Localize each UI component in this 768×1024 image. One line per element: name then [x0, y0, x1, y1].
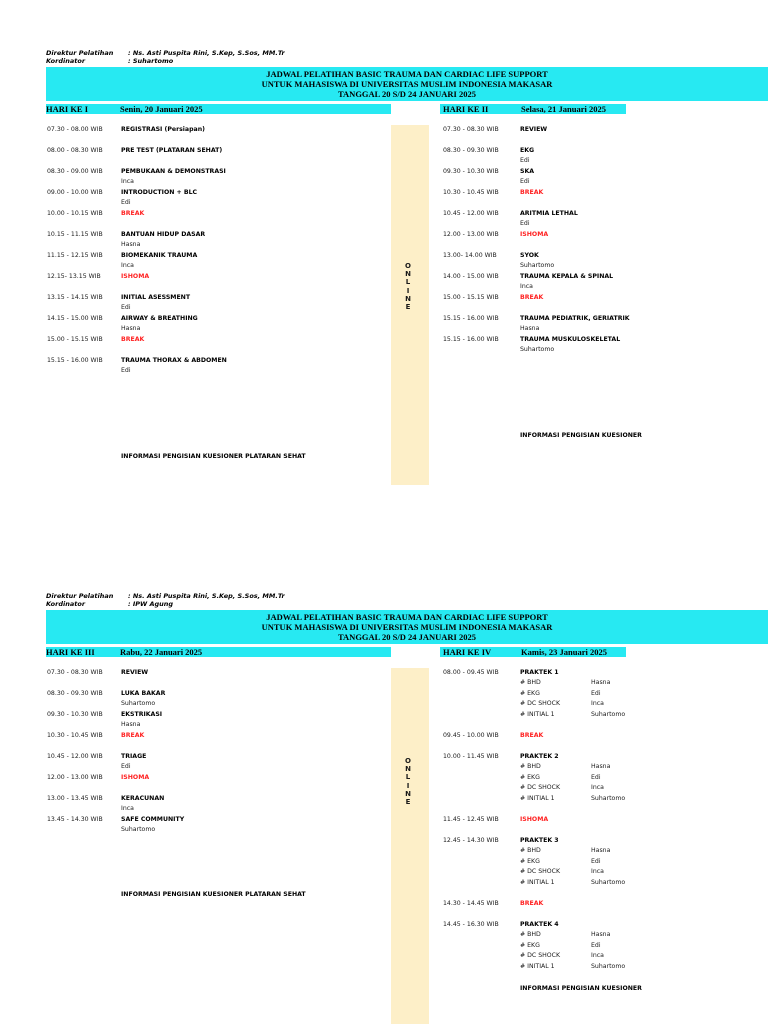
session-title: SKA	[520, 168, 535, 175]
practice-instructor: Suhartomo	[591, 794, 626, 802]
session-title: TRAUMA PEDIATRIK, GERIATRIK	[520, 315, 630, 322]
session-speaker: Inca	[121, 178, 134, 185]
session-title: SAFE COMMUNITY	[121, 816, 185, 823]
session-time: 15.15 - 16.00 WIB	[443, 315, 499, 322]
session-title: REGISTRASI (Persiapan)	[121, 126, 205, 133]
session-speaker: Suhartomo	[121, 826, 156, 833]
online-letter: O	[405, 262, 411, 270]
practice-instructor: Inca	[591, 952, 604, 960]
banner-line: UNTUK MAHASISWA DI UNIVERSITAS MUSLIM INDONESIA MAKASAR	[261, 622, 553, 632]
session-time: 10.45 - 12.00 WIB	[47, 753, 103, 760]
session-title: TRAUMA MUSKULOSKELETAL	[520, 336, 621, 343]
meta-label: Direktur Pelatihan	[46, 49, 114, 57]
meta-label: Kordinator	[46, 57, 86, 65]
meta-label: Kordinator	[46, 600, 86, 608]
practice-station: # DC SHOCK	[520, 784, 561, 792]
online-letter: E	[405, 798, 411, 806]
session-speaker: Edi	[121, 199, 131, 206]
session-speaker: Edi	[121, 367, 131, 374]
session-time: 12.15- 13.15 WIB	[47, 273, 101, 280]
session-speaker: Inca	[121, 805, 134, 812]
session-title: PRE TEST (PLATARAN SEHAT)	[121, 147, 223, 154]
online-letter: E	[405, 303, 411, 311]
session-title: BREAK	[121, 732, 145, 739]
practice-instructor: Hasna	[591, 847, 611, 855]
practice-instructor: Edi	[591, 689, 601, 697]
practice-station: # INITIAL 1	[520, 710, 555, 718]
practice-instructor: Suhartomo	[591, 962, 626, 970]
session-title: PRAKTEK 4	[520, 921, 559, 928]
info-kuesioner: INFORMASI PENGISIAN KUESIONER PLATARAN SEHAT	[121, 891, 306, 898]
session-time: 11.15 - 12.15 WIB	[47, 252, 103, 259]
session-speaker: Edi	[121, 763, 131, 770]
practice-station: # EKG	[520, 689, 540, 697]
session-time: 15.00 - 15.15 WIB	[47, 336, 103, 343]
session-title: TRIAGE	[121, 753, 147, 760]
banner-line: TANGGAL 20 S/D 24 JANUARI 2025	[338, 632, 476, 642]
practice-instructor: Suhartomo	[591, 878, 626, 886]
session-title: REVIEW	[520, 126, 548, 133]
session-speaker: Edi	[520, 157, 530, 164]
meta-value: : Ns. Asti Puspita Rini, S.Kep, S.Sos, MM.Tr	[128, 592, 285, 600]
practice-station: # EKG	[520, 773, 540, 781]
session-title: ISHOMA	[121, 774, 150, 781]
session-time: 07.30 - 08.30 WIB	[443, 126, 499, 133]
day-date: Senin, 20 Januari 2025	[120, 104, 203, 114]
session-time: 08.30 - 09.30 WIB	[47, 690, 103, 697]
session-speaker: Hasna	[121, 721, 141, 728]
session-time: 14.45 - 16.30 WIB	[443, 921, 499, 928]
meta-value: : IPW Agung	[128, 600, 174, 608]
practice-station: # DC SHOCK	[520, 868, 561, 876]
session-speaker: Hasna	[121, 325, 141, 332]
practice-station: # INITIAL 1	[520, 962, 555, 970]
session-time: 09.45 - 10.00 WIB	[443, 732, 499, 739]
session-time: 14.15 - 15.00 WIB	[47, 315, 103, 322]
meta-value: : Ns. Asti Puspita Rini, S.Kep, S.Sos, MM.Tr	[128, 49, 285, 57]
session-title: SYOK	[520, 252, 539, 259]
practice-instructor: Inca	[591, 784, 604, 792]
practice-station: # DC SHOCK	[520, 952, 561, 960]
session-title: LUKA BAKAR	[121, 690, 166, 697]
practice-instructor: Edi	[591, 773, 601, 781]
session-time: 15.15 - 16.00 WIB	[47, 357, 103, 364]
session-title: KERACUNAN	[121, 795, 165, 802]
session-speaker: Suhartomo	[520, 262, 555, 269]
day-label: HARI KE I	[46, 104, 89, 114]
session-time: 12.00 - 13.00 WIB	[443, 231, 499, 238]
banner-line: JADWAL PELATIHAN BASIC TRAUMA DAN CARDIAC LIFE SUPPORT	[266, 69, 548, 79]
info-kuesioner: INFORMASI PENGISIAN KUESIONER	[520, 985, 642, 992]
day-label: HARI KE II	[443, 104, 489, 114]
online-letter: N	[405, 765, 411, 774]
session-speaker: Edi	[121, 304, 131, 311]
banner-line: JADWAL PELATIHAN BASIC TRAUMA DAN CARDIAC LIFE SUPPORT	[266, 612, 548, 622]
session-time: 12.45 - 14.30 WIB	[443, 837, 499, 844]
session-title: BREAK	[520, 189, 544, 196]
session-time: 08.30 - 09.00 WIB	[47, 168, 103, 175]
session-speaker: Hasna	[520, 325, 540, 332]
practice-instructor: Suhartomo	[591, 710, 626, 718]
online-letter: L	[405, 278, 411, 287]
session-title: TRAUMA THORAX & ABDOMEN	[121, 357, 227, 364]
session-title: TRAUMA KEPALA & SPINAL	[520, 273, 614, 280]
online-letter: I	[406, 781, 410, 790]
practice-station: # EKG	[520, 941, 540, 949]
online-letter: O	[405, 757, 411, 765]
session-time: 10.45 - 12.00 WIB	[443, 210, 499, 217]
session-title: AIRWAY & BREATHING	[121, 315, 198, 322]
day-label: HARI KE III	[46, 647, 95, 657]
session-time: 08.30 - 09.30 WIB	[443, 147, 499, 154]
session-title: BREAK	[520, 732, 544, 739]
session-title: ARITMIA LETHAL	[520, 210, 578, 217]
session-title: PRAKTEK 3	[520, 837, 559, 844]
practice-instructor: Hasna	[591, 763, 611, 771]
day-header-left	[46, 647, 391, 657]
practice-station: # BHD	[520, 679, 541, 687]
session-time: 14.00 - 15.00 WIB	[443, 273, 499, 280]
day-header-right	[440, 647, 626, 657]
practice-instructor: Inca	[591, 700, 604, 708]
session-time: 15.15 - 16.00 WIB	[443, 336, 499, 343]
schedule-title-banner	[46, 67, 768, 101]
session-speaker: Suhartomo	[520, 346, 555, 353]
banner-line: UNTUK MAHASISWA DI UNIVERSITAS MUSLIM INDONESIA MAKASAR	[261, 79, 553, 89]
session-title: INTRODUCTION + BLC	[121, 189, 198, 196]
practice-station: # BHD	[520, 763, 541, 771]
session-title: BANTUAN HIDUP DASAR	[121, 231, 206, 238]
session-time: 13.15 - 14.15 WIB	[47, 294, 103, 301]
practice-station: # DC SHOCK	[520, 700, 561, 708]
online-letter: L	[405, 773, 411, 782]
session-time: 08.00 - 08.30 WIB	[47, 147, 103, 154]
session-time: 15.00 - 15.15 WIB	[443, 294, 499, 301]
session-speaker: Inca	[121, 262, 134, 269]
session-title: PRAKTEK 1	[520, 669, 559, 676]
session-speaker: Hasna	[121, 241, 141, 248]
session-title: BREAK	[520, 900, 544, 907]
session-title: ISHOMA	[520, 816, 549, 823]
session-speaker: Edi	[520, 178, 530, 185]
session-time: 07.30 - 08.00 WIB	[47, 126, 103, 133]
practice-station: # EKG	[520, 857, 540, 865]
practice-instructor: Hasna	[591, 679, 611, 687]
info-kuesioner: INFORMASI PENGISIAN KUESIONER	[520, 432, 642, 439]
info-kuesioner: INFORMASI PENGISIAN KUESIONER PLATARAN SEHAT	[121, 453, 306, 460]
session-time: 10.30 - 10.45 WIB	[443, 189, 499, 196]
session-speaker: Suhartomo	[121, 700, 156, 707]
session-title: INITIAL ASESSMENT	[121, 294, 191, 301]
practice-station: # INITIAL 1	[520, 878, 555, 886]
session-time: 09.00 - 10.00 WIB	[47, 189, 103, 196]
banner-line: TANGGAL 20 S/D 24 JANUARI 2025	[338, 89, 476, 99]
session-time: 10.00 - 11.45 WIB	[443, 753, 499, 760]
online-letter: I	[406, 286, 410, 295]
day-date: Kamis, 23 Januari 2025	[521, 647, 607, 657]
day-date: Selasa, 21 Januari 2025	[521, 104, 607, 114]
day-label: HARI KE IV	[443, 647, 492, 657]
schedule-title-banner	[46, 610, 768, 644]
session-time: 11.45 - 12.45 WIB	[443, 816, 499, 823]
session-title: EKSTRIKASI	[121, 711, 163, 718]
session-title: EKG	[520, 147, 535, 154]
session-title: BIOMEKANIK TRAUMA	[121, 252, 198, 259]
practice-station: # BHD	[520, 931, 541, 939]
day-date: Rabu, 22 Januari 2025	[120, 647, 203, 657]
day-header-right	[440, 104, 626, 114]
session-time: 10.00 - 10.15 WIB	[47, 210, 103, 217]
meta-label: Direktur Pelatihan	[46, 592, 114, 600]
session-time: 09.30 - 10.30 WIB	[47, 711, 103, 718]
session-title: ISHOMA	[520, 231, 549, 238]
session-time: 10.15 - 11.15 WIB	[47, 231, 103, 238]
practice-instructor: Edi	[591, 857, 601, 865]
session-title: PEMBUKAAN & DEMONSTRASI	[121, 168, 226, 175]
online-letter: N	[405, 294, 411, 303]
practice-instructor: Hasna	[591, 931, 611, 939]
session-time: 07.30 - 08.30 WIB	[47, 669, 103, 676]
practice-station: # BHD	[520, 847, 541, 855]
day-header-left	[46, 104, 391, 114]
session-title: BREAK	[121, 336, 145, 343]
session-time: 13.00 - 13.45 WIB	[47, 795, 103, 802]
session-time: 13.00- 14.00 WIB	[443, 252, 497, 259]
session-speaker: Edi	[520, 220, 530, 227]
meta-value: : Suhartomo	[128, 57, 174, 65]
online-letter: N	[405, 789, 411, 798]
session-time: 13.45 - 14.30 WIB	[47, 816, 103, 823]
session-time: 10.30 - 10.45 WIB	[47, 732, 103, 739]
practice-instructor: Inca	[591, 868, 604, 876]
session-title: ISHOMA	[121, 273, 150, 280]
online-column	[391, 668, 429, 1024]
online-letter: N	[405, 270, 411, 279]
session-time: 14.30 - 14.45 WIB	[443, 900, 499, 907]
session-title: REVIEW	[121, 669, 149, 676]
practice-instructor: Edi	[591, 941, 601, 949]
session-title: BREAK	[121, 210, 145, 217]
session-time: 08.00 - 09.45 WIB	[443, 669, 499, 676]
practice-station: # INITIAL 1	[520, 794, 555, 802]
session-time: 12.00 - 13.00 WIB	[47, 774, 103, 781]
session-title: PRAKTEK 2	[520, 753, 559, 760]
session-title: BREAK	[520, 294, 544, 301]
session-speaker: Inca	[520, 283, 533, 290]
session-time: 09.30 - 10.30 WIB	[443, 168, 499, 175]
